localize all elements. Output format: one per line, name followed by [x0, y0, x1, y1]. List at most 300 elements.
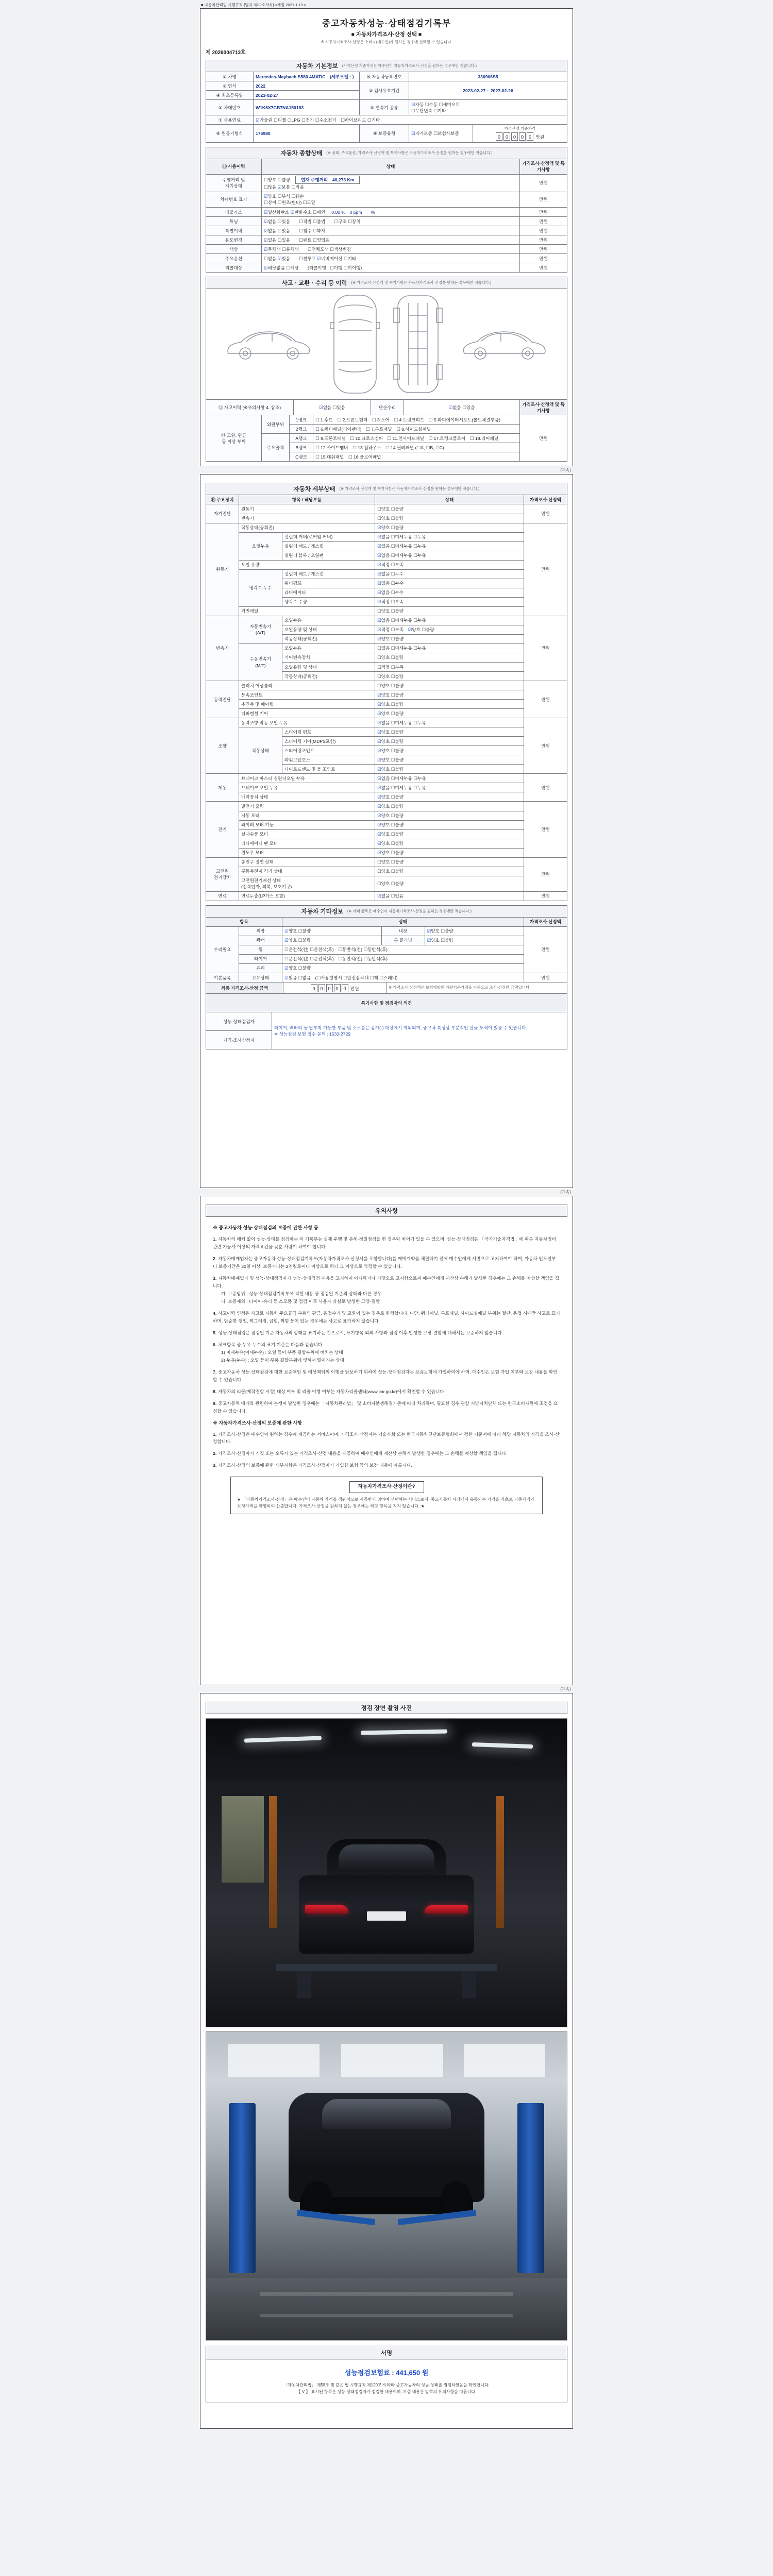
- notice-item: 2. 가격조사·산정자가 거짓 또는 오류가 있는 가격조사·산정 내용을 제공하여 매수인에게 재산상 손해가 발생한 경우에는 그 손해를 배상할 책임을 집니다.: [213, 1451, 508, 1456]
- item-name: 추진축 및 베어링: [239, 700, 375, 709]
- panel-items: ☐ 1.후드 ☐ 2.프론트펜더 ☐ 3.도어 ☐ 4.트렁크리드 ☐ 5.라디에이터서포트(볼트체결부품): [313, 415, 520, 425]
- checkbox-checked-icon: ☑: [377, 720, 381, 725]
- device-name: 조향: [206, 718, 239, 774]
- section-accident-history: [206, 277, 567, 289]
- item-name: 연료누출(LP가스 포함): [239, 891, 375, 901]
- checkbox-checked-icon: ☑: [377, 636, 381, 642]
- checkbox-icon: ☐: [315, 435, 320, 441]
- panel-items: ☐ 6.쿼터패널(리어펜더) ☐ 7.루프패널 ☐ 8.사이드실패널: [313, 425, 520, 434]
- item-state: ☑없음 ☐누수: [375, 579, 524, 588]
- section-basic-info: [206, 60, 567, 72]
- table-row: [206, 709, 567, 718]
- checkbox-icon: ☐: [330, 246, 334, 252]
- checkbox-checked-icon: ☑: [427, 938, 431, 943]
- checkbox-checked-icon: ☑: [264, 246, 268, 252]
- item-state: ☑양호 ☐불량: [375, 700, 524, 709]
- item-state: ☐양호 ☐불량: [375, 653, 524, 662]
- final-price-boxes: [283, 982, 386, 994]
- car-wheel: [441, 2181, 471, 2211]
- item-name: 타이로드엔드 및 볼 조인트: [282, 765, 375, 774]
- table-row: [206, 415, 567, 425]
- signature-title: 서명: [206, 2346, 567, 2360]
- table-row: [206, 125, 567, 143]
- checkbox-icon: ☐: [441, 938, 445, 943]
- first-registration-label: ④ 최초등록일: [206, 91, 254, 100]
- mileage-box: 현재 주행거리 40,273 Km: [295, 176, 360, 184]
- notice-number: 2.: [213, 1256, 217, 1262]
- item-state: ☑적정 ☐부족: [375, 597, 524, 606]
- row-state: ☑일산화탄소 ☑탄화수소 ☐매연 0.00 % 0 ppm %: [262, 208, 520, 217]
- checkbox-checked-icon: ☑: [377, 822, 381, 828]
- section-note: (※ 아래 항목은 매수인이 자동차가격조사·산정을 원하는 경우에만 적습니다.): [347, 908, 472, 913]
- row-state: ☑양호 ☐부식 ☐훼손 ☐상이 ☐변조(변타) ☐도말: [262, 192, 520, 207]
- checkbox-icon: ☐: [264, 256, 268, 261]
- checkbox-icon: ☐: [348, 454, 352, 460]
- checkbox-checked-icon: ☑: [448, 404, 453, 410]
- table-row: [206, 643, 567, 653]
- checkbox-checked-icon: ☑: [264, 228, 268, 233]
- checkbox-icon: ☐: [391, 581, 395, 586]
- device-name: 제동: [206, 774, 239, 802]
- checkbox-icon: ☐: [413, 553, 417, 558]
- row-label: 배출가스: [206, 208, 262, 217]
- table-row: [206, 954, 567, 963]
- item-name: 내장: [381, 926, 425, 936]
- table-row: [206, 848, 567, 857]
- checkbox-checked-icon: ☑: [377, 590, 381, 596]
- row-price: 만원: [520, 192, 567, 207]
- final-price-digits: [311, 986, 349, 991]
- checkbox-icon: ☐: [391, 664, 395, 670]
- table-row: [206, 829, 567, 839]
- item-state: ☑없음 ☐있음: [375, 891, 524, 901]
- checkbox-icon: ☐: [377, 608, 381, 614]
- signature-footer-line1: 「자동차관리법」 제58조 및 같은 법 시행규칙 제120조에 따라 중고자동차의 성능·상태를 점검하였음을 확인합니다.: [283, 2383, 490, 2388]
- checkbox-icon: ☐: [391, 813, 395, 818]
- checkbox-icon: ☐: [391, 506, 395, 512]
- price-digit-box: 0: [318, 984, 325, 992]
- section-note: (※ 가격조사·산정액 및 특기사항은 자동차가격조사·산정을 원하는 경우에만 적습니다.): [351, 280, 492, 285]
- notice-number: 9.: [213, 1400, 217, 1406]
- notice-body: [206, 1217, 567, 1520]
- table-row: [206, 876, 567, 891]
- checkbox-checked-icon: ☑: [377, 766, 381, 772]
- simple-repair-label: 단순수리: [371, 400, 404, 415]
- checkbox-icon: ☐: [391, 571, 395, 577]
- row-price: 만원: [524, 973, 567, 982]
- checkbox-checked-icon: ☑: [377, 553, 381, 558]
- table-row: [206, 254, 567, 263]
- checkbox-icon: ☐: [391, 822, 395, 828]
- checkbox-checked-icon: ☑: [377, 571, 381, 577]
- table-row: [206, 783, 567, 792]
- item-name: 오일누유: [282, 643, 375, 653]
- item-state: ☐양호 ☐불량: [375, 876, 524, 891]
- transmission-value: ☑자동 ☐수동 ☐세미오토 ☐무단변속 ☐기타: [409, 100, 567, 115]
- car-wheel: [302, 2181, 332, 2211]
- first-registration-value: 2023-02-27: [254, 91, 360, 100]
- notice-item-list: [213, 1431, 560, 1470]
- table-row: [206, 718, 567, 727]
- checkbox-icon: ☐: [367, 117, 372, 123]
- simple-repair-state: ☑없음 ☐있음: [404, 400, 520, 415]
- car-rear-window: [339, 1844, 434, 1871]
- table-row: [206, 504, 567, 514]
- checkbox-icon: ☐: [413, 618, 417, 623]
- checkbox-checked-icon: ☑: [284, 928, 289, 934]
- item-state: ☐양호 ☐불량: [375, 857, 524, 867]
- item-name: 실린더 커버(로커암 커버): [282, 532, 375, 541]
- section-etc: [206, 905, 567, 918]
- table-row: [206, 820, 567, 829]
- table-row: [206, 690, 567, 700]
- page-3: [200, 1196, 573, 1685]
- checkbox-checked-icon: ☑: [377, 757, 381, 762]
- checkbox-icon: ☐: [413, 785, 417, 790]
- checkbox-icon: ☐: [377, 516, 381, 521]
- section-title: 점검 장면 촬영 사진: [361, 1705, 412, 1712]
- row-label: 주요옵션: [206, 254, 262, 263]
- row-price: 만원: [524, 774, 567, 802]
- fuel-label: ⑦ 사용연료: [206, 115, 254, 125]
- checkbox-icon: ☐: [301, 117, 306, 123]
- checkbox-checked-icon: ☑: [377, 794, 381, 800]
- item-group: 냉각수 누수: [239, 569, 282, 606]
- checkbox-icon: ☐: [264, 177, 268, 183]
- item-state: ☑양호 ☐불량: [375, 792, 524, 802]
- notice-item: 9. 중고자동차 매매와 관련하여 분쟁이 발생한 경우에는 「자동차관리법」 및 소비자분쟁해결기준에 따라 처리하며, 필요한 경우 관할 지방자치단체 또는 한국소비자원에 조정을 요청할 수 있습니다.: [213, 1400, 558, 1414]
- checkbox-icon: ☐: [387, 435, 392, 441]
- item-group: 오일누유: [239, 532, 282, 560]
- item-name: 실린더 헤드 / 개스킷: [282, 541, 375, 551]
- final-price-table: [206, 982, 567, 994]
- checkbox-icon: ☐: [377, 664, 381, 670]
- page-4: [200, 1693, 573, 2429]
- checkbox-icon: ☐: [315, 417, 320, 422]
- form-reference-note: ■ 자동차관리법 시행규칙 [별지 제82호서식] <개정 2021.1.19.>: [201, 3, 307, 7]
- section-title: 자동차 종합상태: [280, 150, 323, 157]
- car-diagram-top: [330, 293, 380, 396]
- table-row: [206, 616, 567, 625]
- item-name: 브레이크 마스터 실린더오일 누유: [239, 774, 375, 783]
- car-diagram-panel: [206, 289, 567, 400]
- checkbox-icon: ☐: [391, 869, 395, 874]
- row-state-line2: ☐많음 ☑보통 ☐적음: [264, 184, 304, 190]
- lift-post-blue: [517, 2103, 544, 2273]
- base-price-boxes: [475, 132, 565, 141]
- row-label: 차대번호 표기: [206, 192, 262, 207]
- checkbox-icon: ☐: [411, 108, 415, 113]
- notice-number: 1.: [213, 1236, 217, 1242]
- checkbox-checked-icon: ☑: [377, 785, 381, 790]
- table-row: [206, 606, 567, 616]
- checkbox-checked-icon: ☑: [377, 581, 381, 586]
- row-price: 만원: [524, 504, 567, 523]
- checkbox-icon: ☐: [307, 246, 312, 252]
- table-row: [206, 217, 567, 226]
- checkbox-icon: ☐: [274, 117, 278, 123]
- table-row: [206, 174, 567, 192]
- checkbox-icon: ☐: [416, 445, 421, 450]
- table-row: [206, 802, 567, 811]
- checkbox-checked-icon: ☑: [377, 748, 381, 753]
- item-state: ☑있음 ☐없음 (☐사용설명서 ☐안전삼각대 ☐잭 ☐스패너): [282, 973, 524, 982]
- item-name: 등속조인트: [239, 690, 375, 700]
- checkbox-icon: ☐: [391, 775, 395, 781]
- item-state: ☑양호 ☐불량: [282, 936, 381, 945]
- item-state: ☑없음 ☐미세누유 ☐누유: [375, 551, 524, 560]
- checkbox-icon: ☐: [298, 965, 303, 971]
- notice-number: 4.: [213, 1311, 217, 1316]
- section-detail: [206, 483, 567, 495]
- checkbox-checked-icon: ☑: [377, 729, 381, 735]
- item-name: 디퍼렌셜 기어: [239, 709, 375, 718]
- checkbox-checked-icon: ☑: [318, 404, 323, 410]
- continued-label: (계속): [560, 1687, 571, 1692]
- item-state: ☐양호 ☐불량: [375, 867, 524, 876]
- notice-number: 7.: [213, 1369, 217, 1375]
- fuel-value: ☑가솔린 ☐디젤 ☐LPG ☐전기 ☐수소전기 ☐하이브리드 ☐기타: [254, 115, 567, 125]
- license-plate: [367, 1911, 406, 1921]
- checkbox-checked-icon: ☑: [377, 738, 381, 744]
- model-year-label: ② 연식: [206, 81, 254, 91]
- checkbox-checked-icon: ☑: [377, 544, 381, 549]
- exchange-repair-table: [206, 415, 567, 462]
- table-row: [206, 727, 567, 737]
- table-header-row: [206, 994, 567, 1012]
- checkbox-icon: ☐: [391, 544, 395, 549]
- item-state: ☑양호 ☐불량: [425, 926, 524, 936]
- checkbox-icon: ☐: [299, 256, 303, 261]
- table-row: [206, 400, 567, 415]
- item-state: ☐양호 ☐불량: [375, 681, 524, 690]
- table-row: [206, 891, 567, 901]
- checkbox-icon: ☐: [391, 766, 395, 772]
- checkbox-icon: ☐: [284, 947, 289, 953]
- notice-item: 4. 사고이력 인정은 사고로 자동차 주요골격 부위의 판금, 용접수리 및 교환이 있는 경우로 한정합니다. 다만, 쿼터패널, 루프패널, 사이드실패널 부위는 절단, 용접 시에만 사고로 표기하며, 단순한 꺾임, 찌그러짐, 긁힘, 찍힘 등이 있는 경우에는 사고로 표기하지 않습니다.: [213, 1311, 560, 1324]
- checkbox-icon: ☐: [433, 108, 438, 113]
- table-row: [206, 100, 567, 115]
- price-digit-box: 0: [334, 984, 341, 992]
- checkbox-icon: ☐: [366, 426, 370, 432]
- checkbox-checked-icon: ☑: [284, 975, 289, 980]
- table-header-row: [206, 495, 567, 504]
- item-name: 오일 유량: [239, 560, 375, 569]
- definition-box-text: ★ 「자동차가격조사·산정」은 매수인이 자동차 가격을 객관적으로 제공받기 위하여 선택하는 서비스로서, 중고자동차 시장에서 유통되는 가격을 기초로 기준가격과 보정가격을 반영하여 산출합니다. 가격조사·산정을 원하지 않는 경우에는 해당 항목을 적지 않습니다. ★: [237, 1497, 534, 1509]
- model-year-value: 2022: [254, 81, 360, 91]
- checkbox-icon: ☐: [377, 506, 381, 512]
- checkbox-icon: ☐: [369, 975, 374, 980]
- checkbox-icon: ☐: [343, 975, 347, 980]
- checkbox-icon: ☐: [391, 534, 395, 540]
- notice-number: 1.: [213, 1431, 217, 1437]
- row-price: 만원: [524, 718, 567, 774]
- checkbox-icon: ☐: [377, 881, 381, 887]
- checkbox-icon: ☐: [332, 404, 337, 410]
- section-title: 유의사항: [375, 1208, 398, 1215]
- item-name: 보유상태: [239, 973, 282, 982]
- continued-label: (계속): [560, 468, 571, 473]
- checkbox-icon: ☐: [391, 881, 395, 887]
- checkbox-icon: ☐: [377, 869, 381, 874]
- checkbox-icon: ☐: [391, 608, 395, 614]
- checkbox-checked-icon: ☑: [284, 965, 289, 971]
- table-row: [206, 945, 567, 954]
- checkbox-icon: ☐: [413, 720, 417, 725]
- checkbox-checked-icon: ☑: [377, 710, 381, 716]
- reg-number-label: ⑩ 자동차등록번호: [360, 72, 409, 81]
- item-name: 브레이크 오일 누유: [239, 783, 375, 792]
- inspector-role-label: 성능·상태점검자: [206, 1012, 272, 1031]
- row-price: 만원: [524, 857, 567, 891]
- item-name: 광택: [239, 936, 282, 945]
- notice-subheading: ※ 중고자동차 성능·상태점검의 보증에 관한 사항 등: [213, 1225, 318, 1231]
- checkbox-icon: ☐: [433, 130, 438, 136]
- item-group: 기본품목: [206, 973, 239, 982]
- transmission-label: ⑥ 변속기 종류: [360, 100, 409, 115]
- panel-items: ☐ 15.대쉬패널 ☐ 16.플로어패널: [313, 452, 520, 462]
- checkbox-checked-icon: ☑: [264, 218, 268, 224]
- checkbox-icon: ☐: [282, 246, 286, 252]
- checkbox-icon: ☐: [348, 218, 352, 224]
- opinion-title: 특기사항 및 점검자의 의견: [206, 994, 567, 1012]
- row-label: 색상: [206, 245, 262, 254]
- checkbox-icon: ☐: [363, 956, 368, 962]
- car-lift: [276, 1964, 497, 1971]
- checkbox-checked-icon: ☑: [377, 534, 381, 540]
- item-state: ☑양호 ☐불량: [282, 963, 524, 973]
- table-row: [206, 982, 567, 994]
- car-rear-view: [299, 1839, 474, 1964]
- rank-label: 2랭크: [290, 425, 313, 434]
- checkbox-checked-icon: ☑: [377, 692, 381, 698]
- rank-label: 1랭크: [290, 415, 313, 425]
- checkbox-icon: ☐: [396, 426, 400, 432]
- checkbox-icon: ☐: [277, 237, 282, 243]
- item-state: ☑양호 ☐불량: [375, 634, 524, 643]
- section-photos: [206, 1702, 567, 1714]
- checkbox-icon: ☐: [391, 748, 395, 753]
- car-diagram-right-side: [457, 319, 550, 369]
- notice-number: 6.: [213, 1342, 217, 1347]
- item-name: 와이퍼 모터 기능: [239, 820, 375, 829]
- row-price: 만원: [520, 235, 567, 245]
- item-name: 고전원전기배선 상태 (접속단자, 피복, 보호기구): [239, 876, 375, 891]
- checkbox-checked-icon: ☑: [377, 701, 381, 707]
- row-label: 리콜대상: [206, 263, 262, 273]
- checkbox-checked-icon: ☑: [377, 627, 381, 633]
- checkbox-icon: ☐: [277, 228, 282, 233]
- checkbox-checked-icon: ☑: [377, 562, 381, 568]
- checkbox-icon: ☐: [391, 794, 395, 800]
- panel-category: 외판부위: [262, 415, 290, 434]
- item-state: ☐양호 ☐불량: [375, 672, 524, 681]
- checkbox-icon: ☐: [385, 445, 390, 450]
- base-price-label: 가격산정 기준가격: [504, 126, 536, 131]
- table-row: [206, 226, 567, 235]
- checkbox-checked-icon: ☑: [377, 618, 381, 623]
- inspection-period-value: 2023-02-27 ~ 2027-02-26: [409, 81, 567, 100]
- item-name: 작동상태(공회전): [239, 523, 375, 532]
- row-price: 만원: [520, 263, 567, 273]
- checkbox-checked-icon: ☑: [290, 209, 295, 215]
- notice-subitem: 1) 미세누유(미세누수) : 오일 등이 부품 결합부위에 비치는 상태: [221, 1349, 343, 1355]
- checkbox-icon: ☐: [298, 928, 303, 934]
- table-row: [206, 569, 567, 579]
- table-row: [206, 811, 567, 820]
- notice-item: 8. 자동차의 리콜(제작결함 시정) 대상 여부 및 리콜 이행 여부는 자동차리콜센터(www.car.go.kr)에서 확인할 수 있습니다.: [213, 1388, 446, 1394]
- base-price-cell: [473, 125, 567, 143]
- row-price: 만원: [520, 415, 567, 462]
- state-header: 상태: [262, 159, 520, 174]
- item-state: ☑없음 ☐미세누유 ☐누유: [375, 541, 524, 551]
- item-state: ☑양호 ☐불량: [375, 811, 524, 820]
- device-name: 변속기: [206, 616, 239, 681]
- item-name: 시동 모터: [239, 811, 375, 820]
- notice-item: 2. 자동차매매업자는 중고자동차 성능·상태점검기록부(자동차가격조사·산정서를 포함합니다)를 매매계약을 체결하기 전에 매수인에게 서면으로 고지하여야 하며, 자동차 인도일부터 보증기간은 30일 이상, 보증거리는 2천킬로미터 이상으로 하되 그 이상으로 약정할 수 있습니다.: [213, 1256, 556, 1269]
- rank-label: C랭크: [290, 452, 313, 462]
- checkbox-icon: ☐: [277, 218, 282, 224]
- table-row: [206, 973, 567, 982]
- price-digit-box: 0: [519, 132, 526, 141]
- item-state: ☑양호 ☐불량: [375, 839, 524, 848]
- item-state: ☑양호 ☐불량: [375, 802, 524, 811]
- price-header: 가격조사·산정액: [524, 495, 567, 504]
- device-header: ⑭ 주요장치: [206, 495, 239, 504]
- workshop-ceiling: [206, 1719, 567, 1780]
- table-row: [206, 936, 567, 945]
- checkbox-icon: ☐: [425, 101, 429, 107]
- table-row: [206, 560, 567, 569]
- checkbox-icon: ☐: [391, 627, 395, 633]
- checkbox-icon: ☐: [377, 646, 381, 651]
- item-state: ☐없음 ☐미세누유 ☐누유: [375, 643, 524, 653]
- item-state: ☑없음 ☐누수: [375, 569, 524, 579]
- notice-item: 1. 가격조사·산정은 매수인이 원하는 경우에 제공하는 서비스이며, 가격조사·산정자는 기술사회 또는 한국자동차진단보증협회에서 정한 기준서에 따라 해당 자동차의 가격을 조사·산정합니다.: [213, 1431, 560, 1445]
- checkbox-icon: ☐: [391, 636, 395, 642]
- item-name: 스티어링 펌프: [282, 727, 375, 737]
- taillight-left: [305, 1905, 348, 1913]
- checkbox-icon: ☐: [413, 534, 417, 540]
- car-raised-view: [289, 2093, 484, 2202]
- row-state: ☐양호 ☐불량 현재 주행거리 40,273 Km ☐많음 ☑보통 ☐적음: [262, 174, 520, 192]
- notice-item: 3. 가격조사·산정의 보증에 관한 세부사항은 가격조사·산정자가 가입한 보험 등의 보장 내용에 따릅니다.: [213, 1463, 412, 1468]
- checkbox-icon: ☐: [316, 975, 321, 980]
- checkbox-icon: ☐: [352, 445, 357, 450]
- checkbox-checked-icon: ☑: [408, 627, 412, 633]
- checkbox-icon: ☐: [264, 200, 268, 206]
- notice-item: 6. 체크항목 중 누유·누수의 표기 기준은 다음과 같습니다. 1) 미세누유(미세누수) : 오일 등이 부품 결합부위에 비치는 상태 2) 누유(누수) : 오일 등이 부품 결합부위에 맺혀서 떨어지는 상태: [213, 1341, 560, 1364]
- checkbox-icon: ☐: [391, 590, 395, 596]
- checkbox-checked-icon: ☑: [411, 130, 415, 136]
- item-header: 항목: [206, 917, 282, 926]
- item-state: ☑양호 ☐불량: [375, 727, 524, 737]
- table-row: [206, 857, 567, 867]
- checkbox-icon: ☐: [428, 417, 433, 422]
- notice-number: 8.: [213, 1388, 217, 1394]
- item-name: 원동기: [239, 504, 375, 514]
- table-row: [206, 263, 567, 273]
- checkbox-icon: ☐: [391, 646, 395, 651]
- table-row: [206, 792, 567, 802]
- item-state: ☑적정 ☐부족: [375, 560, 524, 569]
- table-row: [206, 81, 567, 91]
- accident-history-table: [206, 399, 567, 415]
- checkbox-icon: ☐: [312, 237, 317, 243]
- checkbox-checked-icon: ☑: [277, 184, 282, 190]
- row-price: 만원: [524, 802, 567, 857]
- price-digit-box: 0: [342, 984, 348, 992]
